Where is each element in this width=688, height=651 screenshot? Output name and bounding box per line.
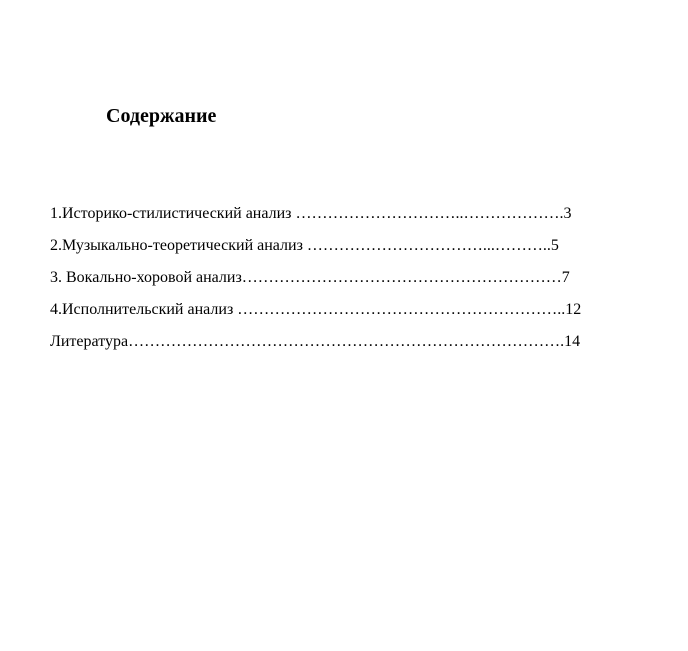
page-title: Содержание <box>106 105 217 127</box>
toc-entry-literature: Литература……………………………………………………………………….14 <box>50 333 581 350</box>
toc-entry-musical-theoretical-analysis: 2.Музыкально-теоретический анализ ……………………………...………..5 <box>50 237 559 254</box>
toc-entry-historical-stylistic-analysis: 1.Историко-стилистический анализ …………………………..……………….3 <box>50 205 572 222</box>
toc-entry-performance-analysis: 4.Исполнительский анализ ……………………………………………………..12 <box>50 301 582 318</box>
toc-entry-vocal-choral-analysis: 3. Вокально-хоровой анализ……………………………………………………7 <box>50 269 570 286</box>
table-of-contents <box>50 203 670 363</box>
